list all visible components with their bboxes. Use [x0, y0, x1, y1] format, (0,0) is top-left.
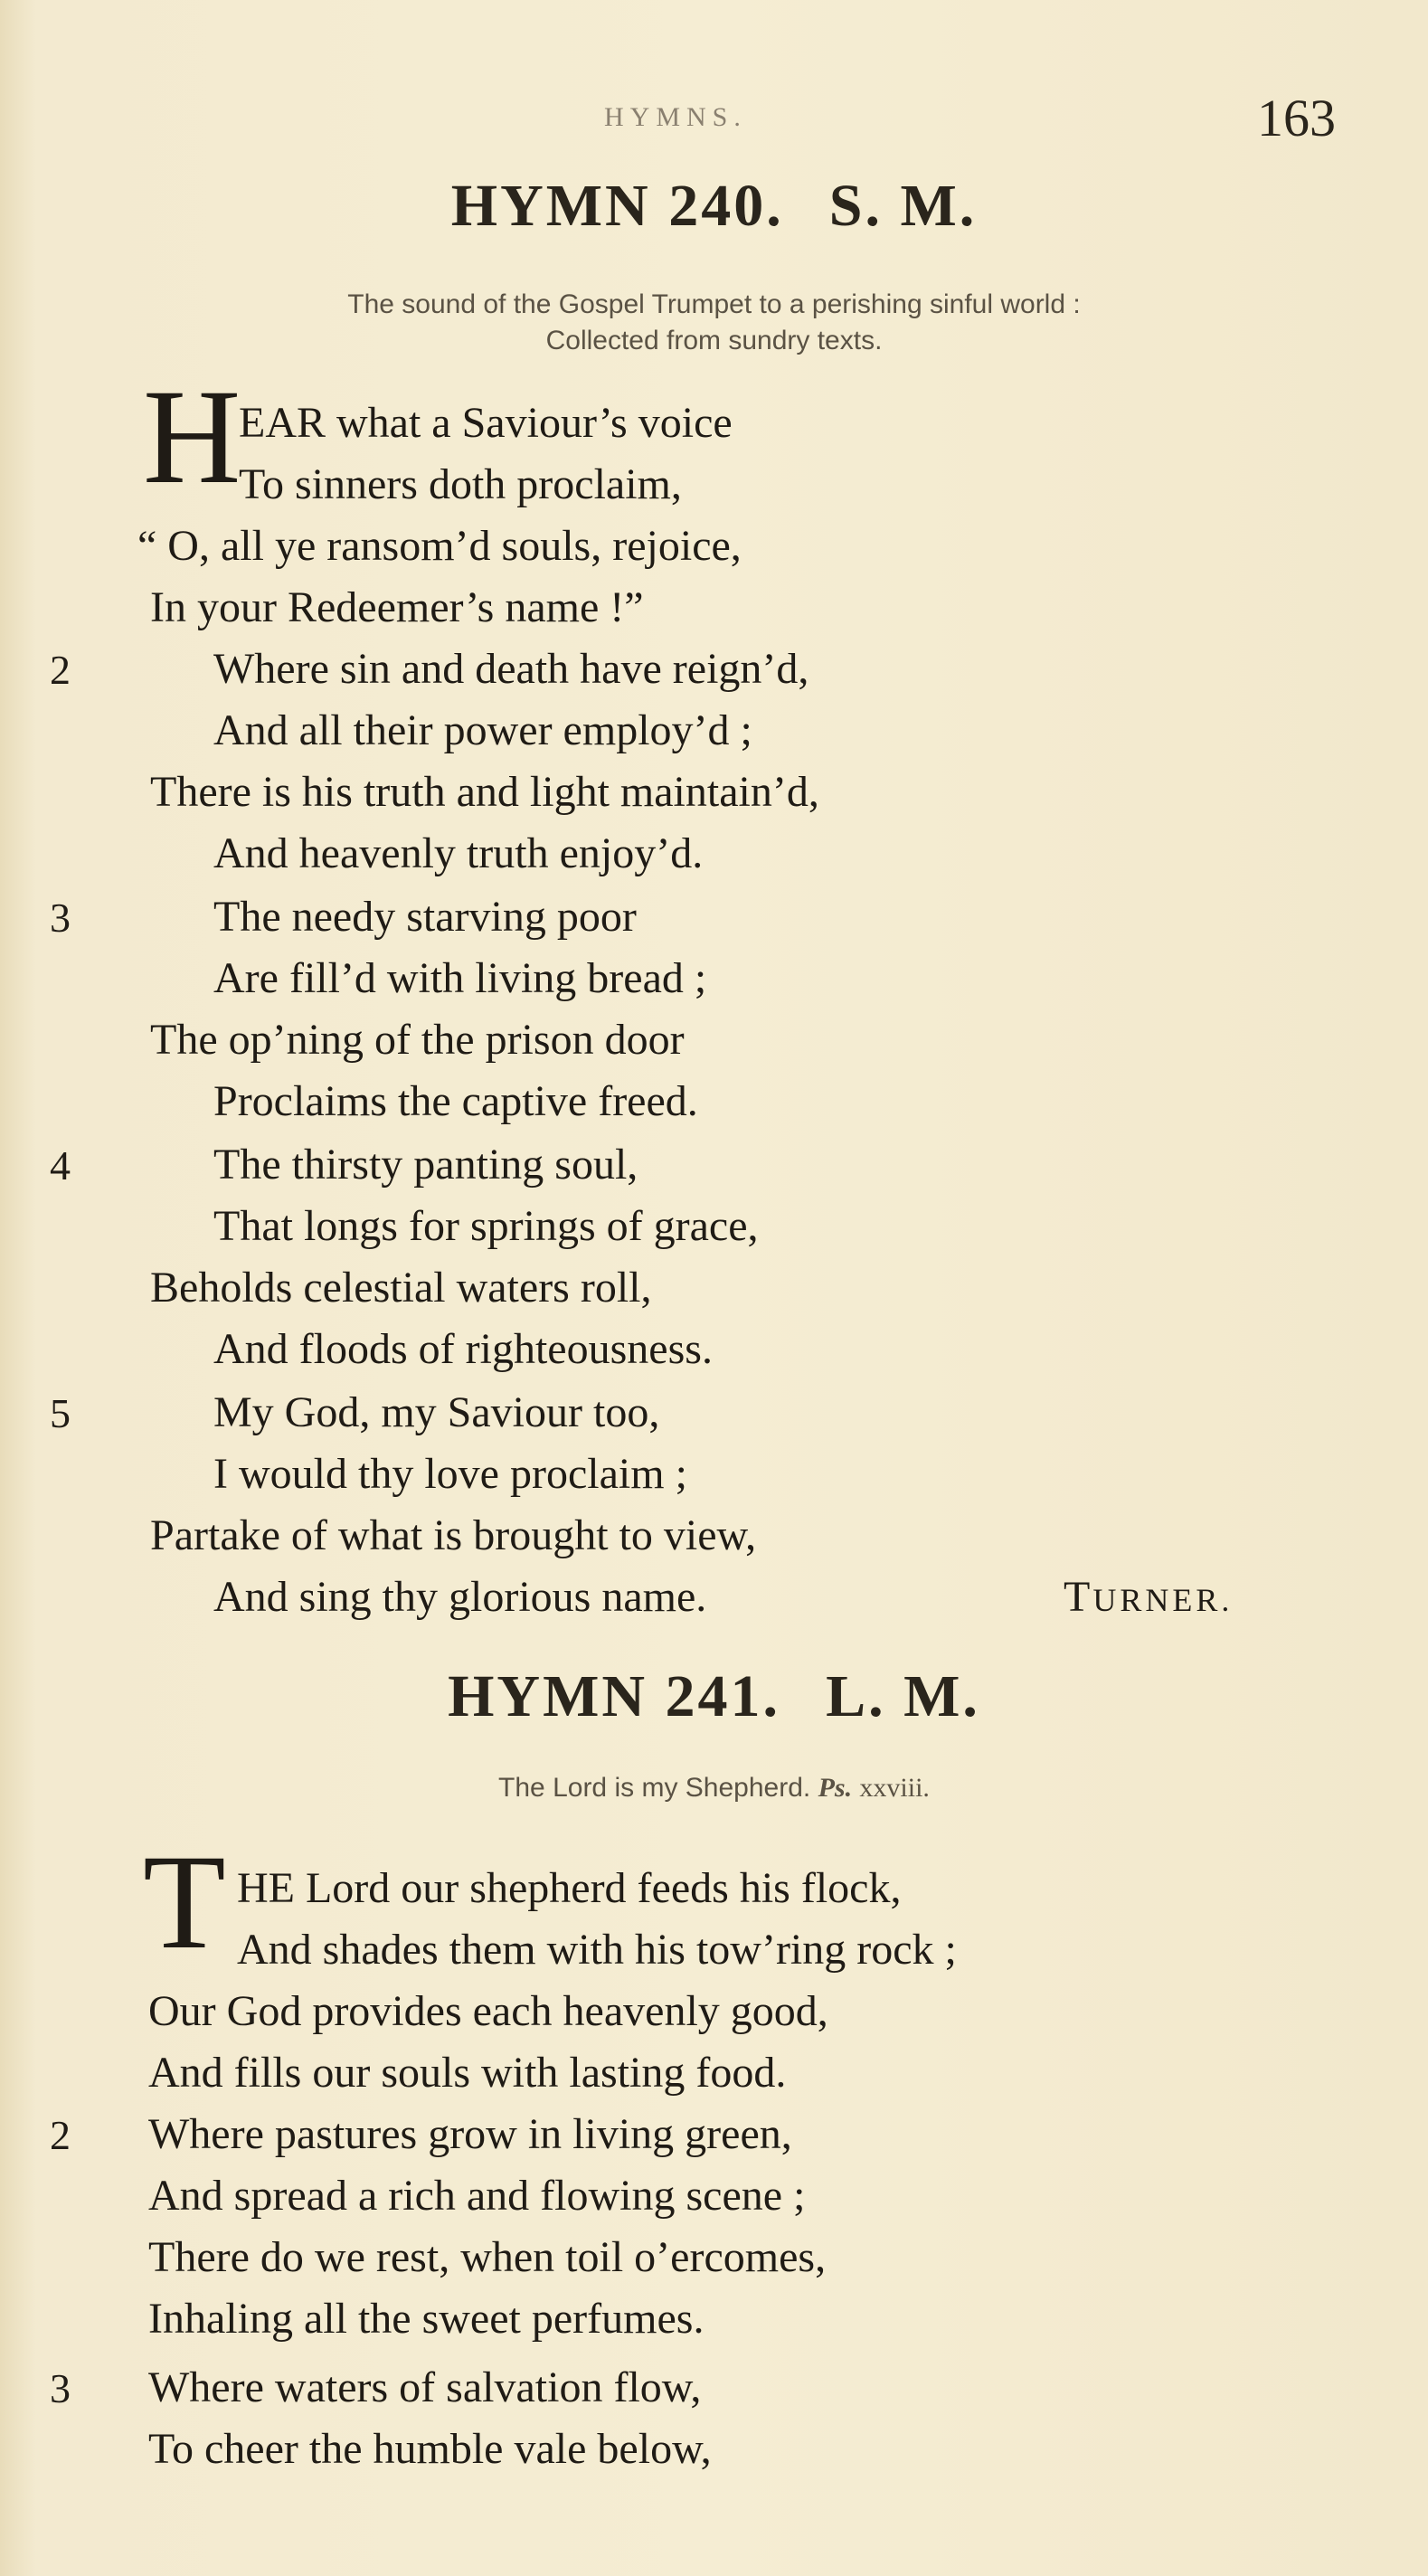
hymn-240-stanza-3-number: 3 — [50, 895, 71, 941]
attribution-rest: URNER. — [1092, 1582, 1234, 1618]
hymn-240-s2-l2: And all their power employ’d ; — [213, 706, 752, 754]
hymn-240-s5-l3: Partake of what is brought to view, — [150, 1511, 757, 1559]
hymn-241-meter: L. M. — [826, 1663, 980, 1729]
hymn-240-s1-l2: To sinners doth proclaim, — [239, 460, 682, 508]
hymn-240-attribution — [1064, 1572, 1233, 1622]
hymn-240-s3-l1: The needy starving poor — [213, 893, 637, 941]
hymn-240-s2-l1: Where sin and death have reign’d, — [213, 645, 809, 693]
hymn-241-number: HYMN 241. — [448, 1663, 781, 1729]
hymn-241-subtitle-text: The Lord is my Shepherd. — [498, 1773, 811, 1803]
hymn-241-stanza-2-number: 2 — [50, 2112, 71, 2158]
hymn-241-title — [0, 1662, 1428, 1731]
hymn-240-dropcap: H — [143, 362, 241, 512]
hymn-240-s1-l1: EAR what a Saviour’s voice — [239, 399, 733, 447]
hymn-240-meter: S. M. — [828, 173, 978, 239]
hymn-241-s3-l1: Where waters of salvation flow, — [148, 2363, 702, 2411]
hymn-241-s2-l1: Where pastures grow in living green, — [148, 2110, 792, 2158]
hymn-240-s5-l2: I would thy love proclaim ; — [213, 1450, 687, 1498]
attribution-initial: T — [1064, 1573, 1093, 1621]
hymn-241-stanza-3-number: 3 — [50, 2365, 71, 2411]
hymn-240-s4-l3: Beholds celestial waters roll, — [150, 1264, 652, 1312]
hymn-240-s2-l3: There is his truth and light maintain’d, — [150, 768, 819, 816]
hymn-241-s1-l1: HE Lord our shepherd feeds his flock, — [237, 1864, 902, 1912]
hymn-240-s5-l1: My God, my Saviour too, — [213, 1388, 660, 1436]
hymn-240-number: HYMN 240. — [450, 173, 784, 239]
hymn-240-s3-l4: Proclaims the captive freed. — [213, 1077, 698, 1125]
hymn-240-title — [0, 172, 1428, 241]
hymn-241-s2-l2: And spread a rich and flowing scene ; — [148, 2172, 806, 2220]
hymn-240-s1-l3: “ O, all ye ransom’d souls, rejoice, — [137, 522, 742, 570]
hymn-240-stanza-5-number: 5 — [50, 1390, 71, 1436]
hymn-240-stanza-4-number: 4 — [50, 1142, 71, 1189]
hymn-240-stanza-2-number: 2 — [50, 647, 71, 693]
hymn-240-s5-l4: And sing thy glorious name. — [213, 1573, 707, 1621]
hymn-241-s3-l2: To cheer the humble vale below, — [148, 2425, 712, 2473]
running-title: HYMNS. — [604, 102, 747, 132]
hymn-240-s2-l4: And heavenly truth enjoy’d. — [213, 829, 704, 877]
hymn-241-s1-l3: Our God provides each heavenly good, — [148, 1987, 828, 2035]
hymn-241-s2-l4: Inhaling all the sweet perfumes. — [148, 2295, 705, 2343]
hymn-240-s1-l4: In your Redeemer’s name !” — [150, 583, 644, 631]
hymn-241-dropcap: T — [143, 1827, 226, 1977]
hymn-240-s4-l2: That longs for springs of grace, — [213, 1202, 759, 1250]
hymn-241-subtitle-ref: Ps. — [818, 1773, 853, 1803]
running-head — [0, 89, 1428, 149]
hymn-241-s2-l3: There do we rest, when toil o’ercomes, — [148, 2233, 827, 2281]
hymn-240-s3-l2: Are fill’d with living bread ; — [213, 954, 707, 1002]
hymn-241-subtitle — [0, 1773, 1428, 1804]
hymn-241-s1-l4: And fills our souls with lasting food. — [148, 2049, 787, 2097]
hymn-240-s3-l3: The op’ning of the prison door — [150, 1016, 685, 1064]
hymn-241-s1-l2: And shades them with his tow’ring rock ; — [237, 1926, 957, 1974]
hymn-241-subtitle-refnum: xxviii. — [859, 1773, 930, 1803]
page-number: 163 — [1257, 89, 1336, 147]
hymn-240-subtitle-line1: The sound of the Gospel Trumpet to a perishing sinful world : — [347, 289, 1081, 319]
hymn-240-s4-l1: The thirsty panting soul, — [213, 1141, 638, 1189]
hymn-240-s4-l4: And floods of righteousness. — [213, 1325, 713, 1373]
hymn-240-subtitle-line2: Collected from sundry texts. — [545, 326, 883, 355]
